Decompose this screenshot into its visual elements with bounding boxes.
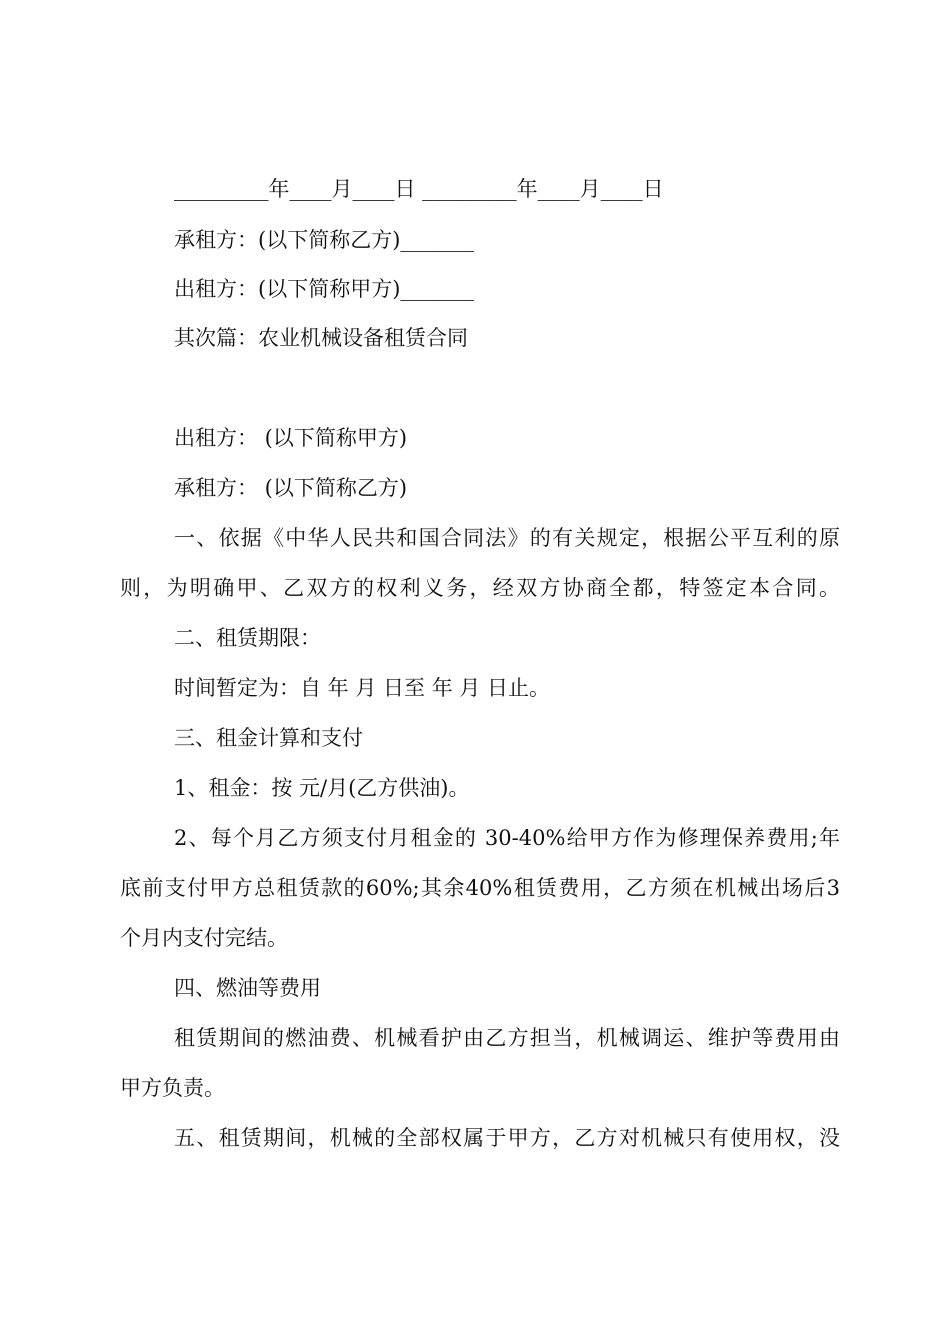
clause-4-text-line-1: 租赁期间的燃油费、机械看护由乙方担当，机械调运、维护等费用由 — [174, 1026, 840, 1050]
clause-3-item-2-line-3: 个月内支付完结。 — [120, 926, 288, 950]
section-title: 其次篇：农业机械设备租赁合同 — [174, 326, 468, 350]
lessee-party: 承租方： (以下简称乙方) — [174, 476, 408, 500]
lessor-line: 出租方：(以下简称甲方)_______ — [174, 277, 474, 301]
clause-2-text: 时间暂定为：自 年 月 日至 年 月 日止。 — [174, 676, 551, 700]
date-line: _________年____月____日 _________年____月____日 — [174, 177, 664, 201]
lessor-party: 出租方： (以下简称甲方) — [174, 426, 408, 450]
clause-3-item-2-line-1: 2、每个月乙方须支付月租金的 30-40%给甲方作为修理保养费用;年 — [174, 826, 840, 850]
lessee-line: 承租方：(以下简称乙方)_______ — [174, 228, 474, 252]
clause-4-text-line-2: 甲方负责。 — [120, 1076, 225, 1100]
clause-1-line-1: 一、依据《中华人民共和国合同法》的有关规定，根据公平互利的原 — [174, 526, 840, 550]
clause-4-heading: 四、燃油等费用 — [174, 976, 321, 1000]
clause-3-heading: 三、租金计算和支付 — [174, 726, 363, 750]
clause-5-line-1: 五、租赁期间，机械的全部权属于甲方，乙方对机械只有使用权，没 — [174, 1126, 840, 1150]
clause-2-heading: 二、租赁期限： — [174, 626, 321, 650]
clause-3-item-2-line-2: 底前支付甲方总租赁款的60%;其余40%租赁费用，乙方须在机械出场后3 — [120, 876, 840, 900]
clause-3-item-1: 1、租金：按 元/月(乙方供油)。 — [174, 776, 470, 800]
clause-1-line-2: 则，为明确甲、乙双方的权利义务，经双方协商全都，特签定本合同。 — [120, 576, 840, 600]
